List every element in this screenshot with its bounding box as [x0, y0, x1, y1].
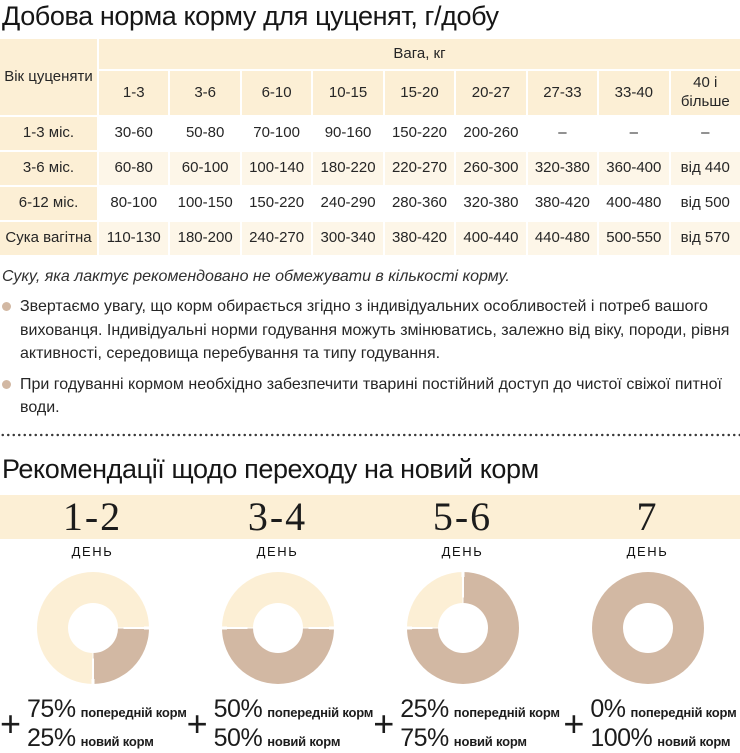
infographic-page — [0, 1, 740, 753]
mix-percent: 50% — [213, 694, 263, 723]
mix-line — [213, 694, 374, 723]
note-bullet — [2, 295, 738, 366]
bullet-text: Звертаємо увагу, що корм обирається згідно з індивідуальних особливостей і потреб вашого вихованця. Індивідуальні норми годування можуть змінюватись, залежно від віку, породи, рівня активності, середовища перебування та типу годування. — [20, 298, 730, 363]
weight-col-header: 33-40 — [599, 71, 668, 115]
day-word-label: ДЕНЬ — [626, 543, 669, 559]
donut-chart — [592, 572, 704, 684]
weight-col-header: 15-20 — [385, 71, 454, 115]
table-cell: 150-220 — [385, 117, 454, 150]
table-cell: 320-380 — [456, 187, 525, 220]
table-cell: 400-480 — [599, 187, 668, 220]
lactating-note: Суку, яка лактує рекомендовано не обмежувати в кількості корму. — [2, 268, 510, 285]
mix-percent: 0% — [590, 694, 626, 723]
table-cell: 280-360 — [385, 187, 454, 220]
mix-feed-label: новий корм — [80, 733, 154, 749]
table-cell: 220-270 — [385, 152, 454, 185]
plus-sign: + — [373, 702, 395, 744]
weight-col-header: 6-10 — [242, 71, 311, 115]
table-cell: від 570 — [671, 222, 740, 255]
table-cell: – — [671, 117, 740, 150]
table-cell: 80-100 — [99, 187, 168, 220]
weight-col-header: 1-3 — [99, 71, 168, 115]
mix-feed-label: попередній корм — [80, 704, 187, 720]
transition-title: Рекомендації щодо переходу на новий корм — [2, 453, 539, 484]
mix-feed-label: новий корм — [453, 733, 527, 749]
day-word-label: ДЕНЬ — [71, 543, 114, 559]
donut-hole — [623, 603, 673, 653]
mix-lines — [400, 695, 560, 753]
day-word-label: ДЕНЬ — [256, 543, 299, 559]
day-word-row — [0, 539, 740, 559]
weight-col-header: 20-27 — [456, 71, 525, 115]
mix-feed-label: попередній корм — [267, 704, 374, 720]
table-cell: 90-160 — [313, 117, 382, 150]
mix-percent: 75% — [400, 723, 449, 752]
plus-sign: + — [563, 702, 585, 744]
mix-label-group — [187, 695, 374, 753]
day-number: 3-4 — [247, 493, 308, 539]
page-title: Добова норма корму для цуценят, г/добу — [2, 1, 499, 31]
mix-line — [27, 694, 187, 723]
table-corner-header: Вік цуценяти — [0, 39, 97, 115]
donut-chart-cell — [185, 559, 370, 684]
mix-feed-label: попередній корм — [453, 704, 560, 720]
mix-percent: 25% — [27, 723, 76, 752]
dotted-divider — [0, 433, 740, 437]
donut-chart-cell — [370, 559, 555, 684]
table-cell: 30-60 — [99, 117, 168, 150]
mix-row — [0, 684, 740, 753]
plus-sign: + — [186, 702, 208, 744]
table-cell: 50-80 — [170, 117, 239, 150]
table-cell: 180-200 — [170, 222, 239, 255]
mix-percent: 25% — [400, 694, 449, 723]
mix-label-group — [560, 695, 740, 753]
donut-row — [0, 559, 740, 684]
row-label: 3-6 міс. — [0, 152, 97, 185]
table-cell: 60-100 — [170, 152, 239, 185]
mix-feed-label: новий корм — [657, 733, 731, 749]
mix-line — [213, 723, 374, 752]
day-number: 1-2 — [62, 493, 123, 539]
table-cell: 180-220 — [313, 152, 382, 185]
table-cell: 70-100 — [242, 117, 311, 150]
table-cell: від 440 — [671, 152, 740, 185]
note-bullet — [2, 373, 738, 420]
table-cell: 400-440 — [456, 222, 525, 255]
table-cell: 110-130 — [99, 222, 168, 255]
mix-feed-label: попередній корм — [630, 704, 737, 720]
notes-list — [2, 295, 738, 420]
bullet-text: При годуванні кормом необхідно забезпечити тварині постійний доступ до чистої свіжої питної води. — [20, 375, 722, 417]
weight-col-header: 3-6 — [170, 71, 239, 115]
days-band — [0, 495, 740, 539]
table-cell: 260-300 — [456, 152, 525, 185]
mix-line — [590, 694, 737, 723]
mix-lines — [214, 695, 374, 753]
table-cell: 100-150 — [170, 187, 239, 220]
donut-chart — [222, 572, 334, 684]
mix-percent: 75% — [27, 694, 76, 723]
table-cell: 500-550 — [599, 222, 668, 255]
feeding-table — [0, 39, 740, 255]
mix-label-group — [373, 695, 560, 753]
table-cell: 240-290 — [313, 187, 382, 220]
table-cell: 100-140 — [242, 152, 311, 185]
donut-hole — [438, 603, 488, 653]
table-cell: 380-420 — [385, 222, 454, 255]
day-word-label: ДЕНЬ — [441, 543, 484, 559]
table-cell: 60-80 — [99, 152, 168, 185]
bullet-dot-icon — [2, 380, 11, 389]
table-cell: 240-270 — [242, 222, 311, 255]
donut-chart — [37, 572, 149, 684]
donut-hole — [68, 603, 118, 653]
day-number: 7 — [636, 493, 659, 539]
row-label: 1-3 міс. — [0, 117, 97, 150]
plus-sign: + — [0, 702, 22, 744]
table-cell: – — [528, 117, 597, 150]
mix-percent: 100% — [590, 723, 653, 752]
bullet-dot-icon — [2, 302, 11, 311]
table-weight-header: Вага, кг — [99, 39, 740, 69]
donut-chart — [407, 572, 519, 684]
mix-feed-label: новий корм — [267, 733, 341, 749]
day-number: 5-6 — [432, 493, 493, 539]
mix-line — [27, 723, 187, 752]
table-cell: – — [599, 117, 668, 150]
row-label: Сука вагітна — [0, 222, 97, 255]
weight-col-header: 40 і більше — [671, 71, 740, 115]
table-cell: 200-260 — [456, 117, 525, 150]
mix-line — [590, 723, 736, 752]
mix-line — [400, 723, 560, 752]
donut-hole — [253, 603, 303, 653]
mix-percent: 50% — [213, 723, 263, 752]
row-label: 6-12 міс. — [0, 187, 97, 220]
mix-line — [400, 694, 560, 723]
mix-lines — [27, 695, 187, 753]
table-cell: 360-400 — [599, 152, 668, 185]
weight-col-header: 27-33 — [528, 71, 597, 115]
table-cell: від 500 — [671, 187, 740, 220]
table-cell: 440-480 — [528, 222, 597, 255]
table-cell: 150-220 — [242, 187, 311, 220]
weight-col-header: 10-15 — [313, 71, 382, 115]
mix-label-group — [0, 695, 187, 753]
donut-chart-cell — [0, 559, 185, 684]
donut-chart-cell — [555, 559, 740, 684]
mix-lines — [590, 695, 736, 753]
table-cell: 300-340 — [313, 222, 382, 255]
table-cell: 380-420 — [528, 187, 597, 220]
table-cell: 320-380 — [528, 152, 597, 185]
